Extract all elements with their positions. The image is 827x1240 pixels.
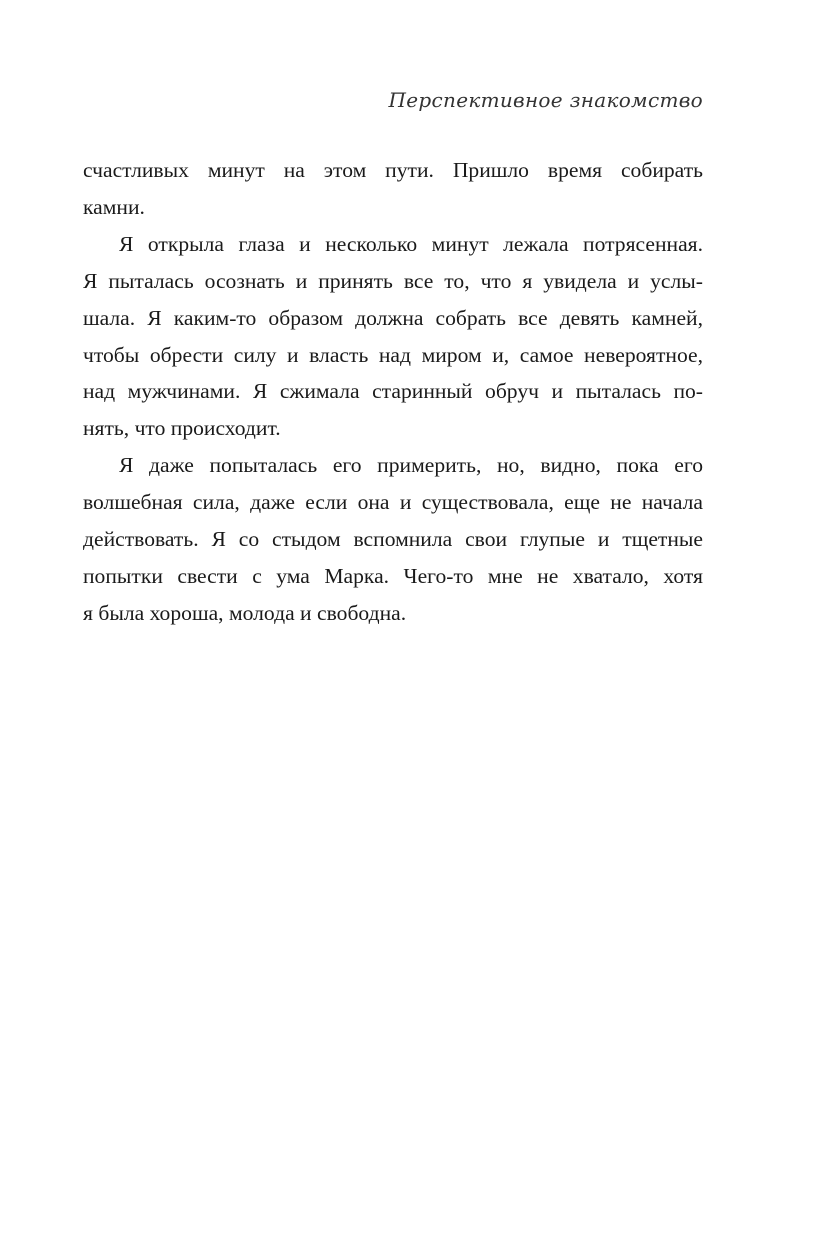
text-line: волшебная сила, даже если она и существовала, еще не начала [83, 490, 703, 515]
text-line: действовать. Я со стыдом вспомнила свои глупые и тщетные [83, 527, 703, 552]
running-header: Перспективное знакомство [388, 88, 703, 112]
text-line: чтобы обрести силу и власть над миром и, самое невероятное, [83, 342, 703, 367]
body-text [83, 152, 703, 632]
text-line: Я пыталась осознать и принять все то, что я увидела и услы- [83, 268, 703, 293]
text-line: счастливых минут на этом пути. Пришло время собирать [83, 158, 703, 182]
text-line: над мужчинами. Я сжимала старинный обруч и пыталась по- [83, 379, 703, 404]
text-line: попытки свести с ума Марка. Чего-то мне не хватало, хотя [83, 563, 703, 588]
text-line: камни. [83, 194, 145, 219]
text-line: нять, что происходит. [83, 416, 281, 441]
text-line: шала. Я каким-то образом должна собрать все девять камней, [83, 305, 703, 330]
text-line: я была хороша, молода и свободна. [83, 600, 407, 625]
text-line: Я даже попыталась его примерить, но, видно, пока его [119, 453, 703, 478]
text-line: Я открыла глаза и несколько минут лежала потрясенная. [119, 231, 703, 256]
